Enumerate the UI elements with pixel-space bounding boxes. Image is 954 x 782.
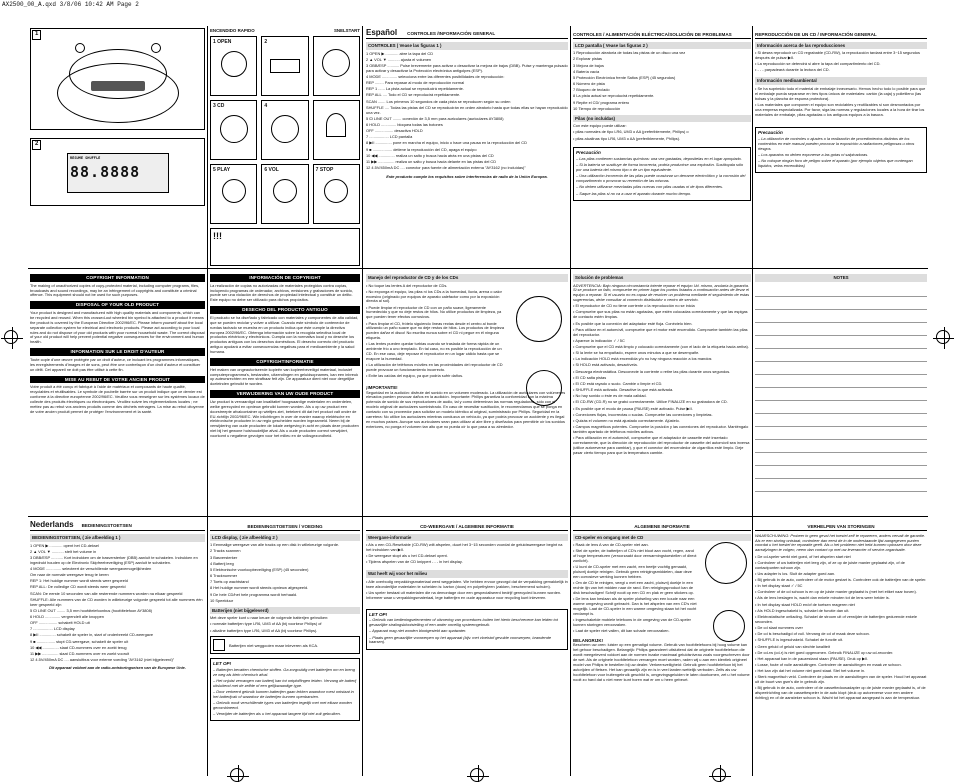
notes-line [755,323,927,336]
list-item: • Si desea reproducir un CD regrabable (CD-RW), la reproducción tardará entre 3~15 segundos después de pulsar ▶II. [755,51,927,61]
list-item: • Uw speler bestaat uit materialen die na demontage door een gespecialiseerd bedrijf gerecycled kunnen worden. Informeer waar u verpakkingsmateriaal, lege batterijen en oude apparatuur voor recycling kunt inleveren. [366,591,568,601]
nl-lcd-panel [210,520,360,778]
es-environment-title: Información medioambiental [755,77,927,85]
horizontal-fold [28,516,928,517]
list-item: – No coloque ningún foco de peligro sobre el aparato (por ejemplo objetos que contengan líquidos, velas encendidas) [758,158,913,169]
list-item: 12 4.5V/450mA DC .... aansluitbus voor externe voeding "AY3162 (niet bijgeleverd)" [30,657,175,663]
es-language-title: Español [366,28,398,37]
nl-important-title: BELANGRIJK! [573,637,604,643]
warning-step: !!! [210,228,360,266]
en-disposal-title: DISPOSAL OF YOUR OLD PRODUCT [30,301,205,309]
list-item: • Bij gebruik in de auto, controleer of de motor gestart is. Controleer ook de batterijen van de speler. [755,578,927,583]
es-troubleshooting-list [573,304,751,455]
list-item: – Una utilización incorrecta de las pilas puede ocasionar un derrame electrolítico y la corrosión del compartimento o provocar su reventón de las mismas. [576,173,746,184]
list-item: • Es posible que la conexión del adaptador esté floja. Conéctelo bien. [573,322,751,327]
step-5: 5 PLAY [210,164,257,224]
list-item: • Raak de lens A van de CD-speler niet aan. [573,543,697,548]
list-item: 4 Batterij leeg [210,560,234,566]
list-item: 5 Protección Electrónica frente Saltos (ESP) (45 segundos) [573,74,676,80]
notes-line [755,453,927,466]
fr-disposal-title: MISE AU REBUT DE VOTRE ANCIEN PRODUIT [30,376,205,384]
list-item: • La reproducción se detendrá si abre la tapa del compartimiento del CD. [755,62,927,67]
list-item: – Plaats geen gevaarlijke voorwerpen op het apparaat (bijv. met vloeistof gevulde voorwerpen, brandende kaarsen). [369,634,552,645]
es-caution2-list [758,137,924,169]
en-copyright-text: The making of unauthorized copies of copy-protected material, including computer programs, files, broadcasts and sound recordings, may be an infringement of copyrights and constitute a criminal offence. This equipment should not be used for such purposes. [30,282,200,298]
list-item: 6 HOLD .............. vergrendelt alle knoppen [30,613,104,619]
es-batteries-list [573,130,751,141]
list-item: 1 OPEN ▶ ............ abre la tapa del CD [366,50,433,56]
notes-line [755,336,927,349]
list-item: • Las lentes pueden quedar turbias cuando se traslada de forma rápida de un ambiente frío a uno templado. En tal caso, no es posible la reproducción de un CD. En ese caso, deje reposar el reproductor en un lugar cálido hasta que se evapore la humedad. [366,342,506,362]
list-item: 6 Número de pista [573,81,605,87]
list-item: • De weergave stopt als u het CD-deksel opent. [366,554,568,559]
list-item: 10 Speelduur [210,597,234,603]
notes-line [755,414,927,427]
nl-handling-title: CD-speler en omgang met de CD [573,534,751,542]
list-item: • Para limpiar el CD, frótelo siguiendo líneas rectas desde el centro al borde utilizando un paño suave que no deje restos de hilos. Los productos de limpieza pueden dañar el disco! No escriba nunca sobre el CD ni pegue en él ninguna etiqueta. [366,322,506,342]
notes-line [755,479,927,492]
es-important-title: ¡IMPORTANTE! [366,385,398,391]
es-controls-panel [366,28,568,266]
list-item: • Geen geluid of geluid van slechte kwaliteit [755,645,927,650]
es-batteries-text: Con este equipo puede utilizar: [573,123,627,129]
lens-diagram-icon [516,296,562,342]
notes-line [755,401,927,414]
list-item: 11 ▶▶ ............... realiza un salto y busca hacia delante en las pistas del CD [366,159,497,164]
list-item: • Sterk magnetisch veld. Controleer de plaats en de aansluitingen van de speler. Houd het apparaat uit de buurt van gsm's die in gebruik zijn. [755,675,927,685]
list-item: 5 ☊ LINE OUT ........ 3,5 mm hoofdtelefoonbus (hoofdtelefoon AY3808) [30,607,153,613]
list-item: 1 Eenmalige weergave van alle tracks op een disk in willekeurige volgorde. [210,542,340,548]
list-item: • SHUFFLE is ingeschakeld. Schakel de functie uit. [755,638,927,643]
step-2b [313,36,360,96]
en-copyright-title: COPYRIGHT INFORMATION [30,274,205,282]
figure-2-label: 2 [32,140,41,150]
quick-start-panel [210,28,360,266]
list-item: SCAN: De eerste 10 seconden van alle resterende nummers worden na elkaar gespeeld [30,590,183,596]
nl-caution2-title: LET OP! [369,611,388,617]
step-7: 7 STOP [313,164,360,224]
figure-1-label: 1 [32,30,41,40]
nl-lcd-title: LCD display, ( zie afbeelding 2 ) [210,534,360,542]
list-item: • normale batterijen type LR6, UM3 of AA (bij voorkeur Philips) of [210,622,360,627]
es-disposal-text: El producto se ha diseñado y fabricado con materiales y componentes de alta calidad, que se pueden reciclar y volver a utilizar. Cuando este símbolo de contenedor de ruedas tachado se muestra en un producto indica que éste cumple la directiva europea 2002/96/EC. Obtenga información sobre la recogida selectiva local de productos eléctricos y electrónicos. Cumpla con la normativa local y no deseche los productos antiguos con los desechos domésticos. El desecho correcto del producto antiguo ayudará a evitar consecuencias negativas para el medioambiente y la salud humana. [210,314,359,355]
nl-troubleshooting-header: VERHELPEN VAN STORINGEN [755,520,927,531]
list-item: • Para utilización en el automóvil, compruebe que el adaptador de cassette esté insertado correctamente, que la dirección de reproducción del reproductor de cassette del automóvil sea inversa (utilice autoreverse para cambiar), y que el conector del encendedor de cigarrillos esté limpio. Deje pasar cierto tiempo para que la temperatura cambie. [573,436,751,456]
list-item: – Gebruik van bedieningselementen of uitvoering van procedures buiten het hierin beschrevene kan leiden tot gevaarlijke stralingsblootstelling of een ander onveilig systeemgebruik. [369,617,558,628]
list-item: OFF ................. schakelt HOLD uit [30,620,90,626]
list-item: • Om de CD te reinigen, veegt u met een zacht, pluisvrij doekje in een rechte lijn van het midden naar de rand. Een reinigingsproduct kan de disk beschadigen! Schrijf nooit op een CD en plak er geen stickers op. [573,581,697,596]
list-item: 5 ☊ LINE OUT ........ conexión de 3,5 mm para auriculares (auriculares AY3808) [366,115,504,121]
list-item: • - - - parpadeará durante la lectura del CD. [755,68,927,73]
notes-line [755,375,927,388]
list-item: 2 Explorar pistas [573,56,602,62]
notes-line [755,440,927,453]
list-item: • Als de lens beslagen is, wacht dan enkele minuten tot de lens weer helder is. [755,596,927,601]
nl-controls-footer: Dit apparaat voldoet aan de radio-ontstoringseisen van de Europese Unie. [49,665,186,671]
list-item: • De cd-rw (cd-r) is niet goed opgenomen. Gebruik FINALIZE op uw cd-recorder. [755,651,927,656]
list-item: • Es posible que el modo de pausa (PAUSE) esté activado. Pulse ▶II. [573,407,751,412]
es-power-header: CONTROLES / ALIMENTACIÓN ELÉCTRICA/SOLUCIÓN DE PROBLEMAS [573,28,751,39]
list-item: 3 DBB/ESP ........... Kort indrukken om de basversterker (DBB) aan/uit te schakelen. Indrukken en ingedrukt houden op de Electronic Skipfreebeveiliging (ESP) aan/uit te schakelen. [30,554,198,565]
list-item: – La utilización de controles o ajustes o la realización de procedimientos distintos de los contenidos en este manual pueden provocar la exposición a radiaciones peligrosas u otros riesgos. [758,136,915,151]
list-item: • Als HOLD ingeschakeld is, schakel de functie dan uit. [755,609,927,614]
list-item: SHUFFLE .... Todas las pistas del CD se reproducirán en orden aleatorio hasta que todas ellas se hayan reproducido una vez. [366,104,568,115]
player-lid-icon [69,49,167,99]
nl-playback-panel [366,520,568,778]
nl-lcd-list [210,543,360,603]
list-item: • El CD-RW (CD-R) no se grabó correctamente. Utilice FINALIZE en su grabadora de CD. [573,400,751,405]
en-fr-copyright-panel [30,274,205,514]
disc-cleaning-icon [713,610,745,642]
list-item: 2 ▲ VOL ▼ ........... stelt het volume in [30,548,97,554]
list-item: 6 HOLD .............. bloquea todas las botones [366,121,443,127]
fold-line [570,26,571,776]
list-item: Om naar de normale weergave terug te keren [30,572,109,578]
player-display-icon [91,81,145,91]
fold-line [207,26,208,776]
es-controls-list [366,52,568,172]
lcd-display-illustration [67,153,169,193]
horizontal-fold [28,268,928,269]
disc-icon [322,49,350,77]
list-item: – Door verkeerd gebruik kunnen batterijen gaan lekken waardoor roest ontstaat in het batterijvak of waardoor de batterijen kunnen openbarsten. [213,689,354,700]
nl-controls-header: BEDIENINGSTOETSEN [81,523,132,528]
list-item: 6 Tracknummer [210,573,238,579]
step-1: 1 OPEN [210,36,257,96]
list-item: • Aparece la indicación ✓ / 5C [573,339,751,344]
list-item: 7 Bloqueo de teclado [573,87,610,93]
list-item: – Saque las pilas si no va a usar el aparato durante mucho tiempo. [576,190,692,196]
nl-caution-list [213,668,357,717]
list-item: • Laat de speler niet vallen, dit kan schade veroorzaken. [573,629,697,634]
list-item: 7 .................. LCD pantalla [366,134,413,140]
list-item: 10 ◀◀ ............... realiza un salto y busca hacia atrás en una pistas del CD [366,152,494,158]
list-item: 7 Toets op wachtstand [210,579,249,585]
nl-important-text: Bescherm uw oren: luister op een gematigd volume. Gebruik van hoofdtelefoons bij hoog volume kan het gehoor beschadigen. Belangrijk: Philips garandeert uitsluitend dat de originele hoofdtelefoon die wordt meegeleverd voldoet aan de normen inzake maximaal geluidsniveau zoals voorgeschreven door de wet. Als de originele hoofdtelefoon vervangen moet worden, raden wij u aan een identiek origineel model van Philips te bestellen bij uw dealer. Verkeersveiligheid: Gebruik geen hoofdtelefoon bij het autorijden of fietsen. Het kan gevaarlijk zijn en is in veel landen wettelijk verboden. Zelfs als uw hoofdtelefoon voor buitengebruik geschikt is, omgevingsgeluiden te laten doorkomen, zet u het volume nooit zo hard dat u niet meer kunt horen wat er om u heen gebeurt. [573,642,750,682]
list-item: – No deben utilizarse mezcladas pilas nuevas con pilas usadas ni de tipos diferentes. [576,184,724,190]
fr-copyright-text: Toute copie d'une œuvre protégée par un droit d'auteur, ce incluant les programmes informatiques, les enregistrements d'images et de sons, peut être une contrefaçon d'un droit d'auteur et constituer un délit. Cet appareil ne doit pas être utilisé à cette fin. [30,356,201,372]
list-item: 8 ▶II ............... schakelt de speler in, start of onderbreekt CD-weergave [30,632,154,638]
fr-copyright-title: INFORMATION SUR LE DROIT D'AUTEUR [30,348,205,356]
es-caution2-title: Precaución [758,130,783,136]
es-controls-header: CONTROLES /INFORMACIÓN GENERAL [407,31,496,36]
list-item: 1 Reproducción aleatoria de todas las pistas de un disco una vez [573,50,686,56]
nl-caution2-box [366,609,568,650]
nl-playback-list [366,543,568,565]
fold-line [752,26,753,776]
list-item: REP ALL .... Todo el CD se reproducirá repetidamente. [366,92,461,98]
list-item: 3 Mejora de bajos [573,62,604,68]
es-playback-header: REPRODUCCIÓN DE UN CD / INFORMACIÓN GENERAL [755,28,927,39]
es-handling-list [366,284,506,380]
step-3: 3 CD [210,100,257,160]
list-item: 2 Tracks scannen [210,548,241,554]
list-item: OFF ................. desactiva HOLD [366,128,423,134]
list-item: • Elektrostatische ontlading. Schakel de stroom uit of verwijder de batterijen gedurende enkele seconden. [755,615,927,625]
list-item: • Als u een CD-Rewritable (CD-RW) wilt afspelen, duurt het 3~15 seconden voordat de geluidsweergave begint na het indrukken van ▶II. [366,543,568,553]
es-controls-footer: Este producto cumple los requisitos sobre interferencias de radio de la Unión Europea. [386,174,548,180]
nl-caution-box [210,658,360,721]
list-item: • De cd slaat nummers over [755,626,927,631]
list-item: • In het display staat ✓ / 5C [755,584,927,589]
fr-disposal-text: Votre produit a été conçu et fabriqué à l'aide de matériaux et composants de haute qualité, recyclables et réutilisables. Le symbole de poubelle barrée sur un produit indique que ce dernier est conforme à la directive européenne 2002/96/EC. Veuillez vous renseigner sur les systèmes locaux de collecte des produits électriques ou électroniques. Veuillez suivre les réglementations locales ; ne mettez pas au rebut vos anciens produits comme des déchets ménagers. La mise au rebut citoyenne de votre ancien produit permet de protéger l'environnement et la santé. [30,384,205,414]
notes-line [755,388,927,401]
list-item: 7 .................. LCD display [30,626,75,632]
nl-playback-header: CD-WEERGAVE / ALGEMENE INFORMATIE [366,520,568,531]
list-item: • Campos magnéticos potentes. Compruebe la posición y las conexiones del reproductor. Manténgalo también apartado de teléfonos móviles activos. [573,425,751,435]
list-item: • pilas normales de tipo LR6, UM3 o AA (preferiblemente, Philips) o [573,130,751,135]
list-item: – Het onjuist vervangen van batterij kan tot ontploffingen leiden. Vervang de batterij uitsluitend met de zelfde of een gelijkwaardige type. [213,678,357,689]
nl-disposal-title: VERWIJDERING VAN UW OUDE PRODUCT [210,390,360,398]
list-item: • Losse, foute of vuile aansluitingen. Controleer de aansluitingen en maak ze schoon. [755,663,927,668]
list-item: • Para utilizar en el automóvil, compruebe que el motor esté encendido. Compruebe también las pilas del reproductor. [573,328,751,338]
list-item: • Evite las caídas del equipo, ya que podría sufrir daños. [366,374,506,379]
nl-copyright-title: COPYRIGHTINFORMATIE [210,358,360,366]
list-item: 9 ■ ................. stopt CD-weergave, schakelt de speler uit [30,638,129,644]
list-item: • Los materiales que componen el equipo son reciclables y reutilizables si son desmontados por una empresa especializada. Por favor, siga las normas y regulaciones locales a la hora de tirar los materiales de embalaje, pilas agotadas o los antiguos equipos a la basura. [755,103,927,118]
nl-handling-panel [573,520,751,778]
es-caution-list [576,157,748,196]
list-item: REP ........ Para repasar al modo de reproducción normal [366,80,465,86]
nl-controls-list [30,544,205,664]
list-item: 9 Repite el CD/ programa entero [573,99,630,105]
nl-copyright-text: Het maken van ongeautoriseerde kopieën van kopieerbeveiligd materiaal, inclusief computerprogramma's, bestanden, uitzendingen en geluidsopnames, kan een inbreuk op auteursrechten en een strafbaar feit zijn. De apparatuur dient niet voor dergelijke doeleinden gebruikt te worden. [210,366,359,387]
list-item: SCAN ....... Los primeros 10 segundos de cada pista se reproducen según su orden [366,98,511,104]
lcd-mode-text: RESUME SHUFFLE [70,156,101,160]
list-item: – Si la batería se sustituye de forma incorrecta, podría producirse una explosión. Sustituyala sólo por una batería del mismo tipo o de un tipo equivalente. [576,162,744,173]
list-item: • Alle overbodig verpakkingsmateriaal werd weggelaten. We hebben ervoor gezorgd dat de verpakking gemakkelijk in twee afzonderlijke materialen te scheiden is: karton (doos) en polyethyleen (zakken, beschermend schuim). [366,580,568,590]
step-6: 6 VOL [261,164,308,224]
kca-icon [213,639,225,651]
list-item: 5 Elektronische voorloopbeveiliging (ESP) (45 seconden) [210,566,309,572]
kca-box [210,636,360,654]
button-icon [75,43,85,53]
notes-title: NOTES [755,274,927,282]
es-important-text: Seguridad en la audición: disfrute del sonido en un volumen moderado. La utilización de auriculares con volúmenes elevados pueden provocar daños en la audición. Importante: Philips garantiza la conformidad con la máxima potencia de sonido de sus reproductores de audio, tal y como determinan las normas reguladoras, sólo con el modelo original de auriculares suministrado. En caso de necesitar sustitución, le recomendamos que se ponga en contacto con su proveedor para solicitar un modelo idéntico al original, suministrado por Philips. Seguridad en la carretera: No utilice los auriculares mientras conduzca un vehículo, ya que podría provocar un accidente y es ilegal en muchos países. Aunque sus auriculares sean para utilizar al aire libre y diseñados para permitirle oír los sonidos exteriores, no ponga el volumen tan alto que no pueda oír lo que pasa a su alrededor. [366,389,566,429]
list-item: • De cd is beschadigd of vuil. Vervang de cd of maak deze schoon. [755,632,927,637]
es-caution-title: Precaución [576,150,601,156]
es-lcd-panel [573,28,751,266]
registration-mark-right [936,330,950,344]
list-item: – Gebruik nooit verschillende types van batterijen tegelijk met met elkaar worden gecombineerd. [213,700,352,711]
disc-cleaning-icon [526,370,562,406]
list-item: SHUFFLE: Alle nummers van de CD worden in willekeurige volgorde gespeeld tot alle nummers één keer gespeeld zijn [30,596,203,607]
list-item: 8 La pista actual se reproducirá repetidamente. [573,93,655,99]
figure-2-lcd [30,138,205,206]
nl-handling-list [573,543,697,634]
list-item: 8 Het huidige nummer wordt steeds opnieuw afgespeeld. [210,585,309,591]
list-item: • pilas alcalinas tipo LR6, UM3 o AA (preferiblemente, Philips). [573,137,751,142]
notes-line [755,349,927,362]
button-icon [151,43,161,53]
player-open-icon [221,51,247,77]
list-item: • Descarga electrostática. Desconecte la corriente o retire las pilas durante unos segundos. [573,370,751,375]
es-lcd-list [573,51,751,111]
list-item: 9 ■ .................. detiene la reproducción del CD, apaga el equipo [366,146,477,152]
nl-environment-title: Wat heeft wij voor het milieu [366,570,568,578]
stop-button-icon [324,179,348,203]
list-item: – Los aparatos no deben exponerse a las gotas ni salpicaduras. [758,152,869,158]
nl-controls-title: BEDIENINGSTOETSEN, ( zie afbeelding 1 ) [30,534,205,542]
list-item: • Conexiones flojas, incorrectas o sucias. Compruebe las conexiones y límpielas. [573,413,751,418]
es-caution-box [573,147,751,200]
figure-1-player [30,28,205,130]
notes-line [755,297,927,310]
es-disposal-title: DESECHO DEL PRODUCTO ANTIGUO [210,306,360,314]
fold-line [362,26,363,776]
list-item: • El CD salta pistas [573,376,751,381]
es-handling-panel [366,274,568,514]
en-disposal-text: Your product is designed and manufactured with high quality materials and components, which can be recycled and reused. When this crossed-out wheeled bin symbol is attached to a product it means the product is covered by the European Directive 2002/96/EC. Please inform yourself about the local separate collection system for electrical and electronic products. Please act according to your local rules and do not dispose of your old products with your normal household waste. The correct disposal of your old product will help prevent potential negative consequences for the environment and human health. [30,310,205,345]
list-item: • Si HOLD está activado, desactívela. [573,363,751,368]
step-4b [313,100,360,160]
es-batteries-title: Pilas (no incluídas) [573,115,751,123]
list-item: • Puede limpiar el reproductor de CD con un paño suave, ligeramente humedecido y que no deje restos de hilos. No utilice productos de limpieza, ya que pueden tener efectos corrosivos. [366,306,506,321]
list-item: 3 OBB/ESP ........... Pulse brevemente para activar o desactivar la mejora de bajos (DBB). Pulse y mantenga pulsado para activar y desactivar la Protección electrónica antigolpes (ESP). [366,62,568,73]
step-4: 4 [261,100,308,160]
es-nl-copyright-panel [210,274,360,514]
notes-panel [755,274,927,514]
nl-batteries-text: Met deze speler kunt u naar keuze de volgende batterijen gebruiken: [210,615,329,621]
print-header: AX2500_00_A.qxd 3/8/06 10:42 AM Page 2 [2,1,139,8]
registration-mark-left [4,330,18,344]
es-environment-list [755,87,927,118]
list-item: • U kunt de CD-speler met een zacht, een beetje vochtig gemaakt, pluisvrij doekje reinigen. Gebruik geen reinigingsmiddelen, daar deze een corrosieve werking kunnen hebben. [573,565,697,580]
notes-line [755,466,927,479]
list-item: 8 ▶II ............... pone en marcha el equipo, inicio o hace una pausa en la reproducción del CD [366,140,527,146]
close-lid-icon [271,115,299,143]
list-item: • Ingeschakelde mobiele telefoons in de omgeving van de CD-speler kunnen storingen veroorzaken. [573,618,697,628]
list-item: – Apparaat mag niet worden blootgesteld aan spatwater. [369,628,467,634]
nl-general-header: ALGEMENE INFORMATIE [573,520,751,531]
list-item: • Het apparaat kan in de pauzestand staan (PAUSE). Druk op ▶II. [755,657,927,662]
nl-language-title: Nederlands [30,520,74,529]
list-item: 4 Batería vacía [573,68,600,74]
nl-troubleshooting-panel [755,520,927,778]
list-item: • El reproductor de CD no tiene corriente o la reproducción no se inicia [573,304,751,309]
list-item: • Se ha suprimido todo el material de embalaje innecesario. Hemos hecho todo lo posible para que el embalaje pueda separarse en tres tipos únicos de materiales: cartón (la caja) y polietileno (las bolsas y la plancha de espuma protectora). [755,87,927,102]
list-item: • Controleer of de cd schoon is en op de juiste manier geplaatst is (met het etiket naar boven). [755,590,927,595]
nl-batteries-title: Batterijen (niet bijgeleverd) [210,607,360,615]
list-item: • In het display staat HOLD en/of de toetsen reageren niet [755,603,927,608]
list-item: • El CD está rayado o sucio. Cambie o limpie el CD. [573,382,751,387]
es-copyright-text: La realización de copias no autorizadas de materiales protegidos contra copias, incluyendo programas de ordenador, archivos, emisiones y grabaciones de sonido, puede ser una violación de derechos de propiedad intelectual y constituir un delito. Este equipo no debe ser utilizado para dichos propósitos. [210,282,353,303]
notes-lines [755,284,927,492]
quick-start-title-nl: SNELSTART [333,28,360,33]
nl-caution2-list [369,618,565,645]
notes-line [755,362,927,375]
notes-line [755,310,927,323]
quick-start-title-es: ENCENDIDO RAPIDO [210,28,255,33]
nl-playback-title: Weergave-informatie [366,534,568,542]
list-item: • La indicación HOLD está encendida y/o no hay ninguna reacción a los mandos [573,357,751,362]
nl-troubleshooting-list [755,555,927,702]
list-item: • Het kan zijn dat het volume niet goed staat. Stel het volume in. [755,669,927,674]
list-item: • No hay sonido o éste es de mala calidad. [573,394,751,399]
es-playback-title: Información acerca de las reproducciones [755,42,927,50]
list-item: 4 MODE .............. selecciona entre las diferentes posibilidades de reproducción: [366,73,505,79]
es-handling-title: Manejo del reproductor de CD y de los CDs [366,274,568,282]
es-playback-list [755,51,927,73]
nl-troubleshooting-warning: WAARSCHUWING: Probeer in geen geval het toestel zelf te repareren, anders vervalt de garantie. Als er een storing ontstaat, controleer dan eerst de in de onderstaande lijst aangegeven punten voordat u het toestel ter reparatie geeft. Als u het probleem niet hebt kunnen oplossen door deze aanwijzingen te volgen, neem dan contact op met uw leverancier of service-organisatie. [755,532,926,553]
list-item: 11 ▶▶ ............... slaat CD-nummers over en zoekt vooruit [30,651,130,656]
list-item: REP 1 ...... La pista actual se reproducirá repetidamente. [366,86,464,92]
list-item: – Las pilas contienen sustancias químicas: una vez gastadas, depositelas en el lugar apropiado. [576,156,742,162]
kca-text: Batterijen niet weggooien maar inleveren als KCA. [229,642,319,648]
nl-environment-list [366,580,568,601]
list-item: • De cd-speler werkt niet goed, of het afspelen start niet [755,555,927,560]
list-item: 10 Tiempo de reproducción [573,105,621,111]
list-item: • Compruebe que el CD está limpio y colocado correctamente (con el lado de la etiqueta hacia arriba). [573,345,751,350]
list-item: 9 De hele CD/het hele programma wordt herhaald. [210,591,298,597]
play-button-icon [222,179,246,203]
list-item: • Si la lente se ha empañado, espere unos minutos a que se desempañe. [573,351,751,356]
list-item: • alkaline batterijen type LR6, UM3 of AA (bij voorkeur Philips). [210,629,360,634]
es-playback-panel [755,28,927,266]
list-item: REP 1: Het huidige nummer wordt steeds weer gespeeld [30,578,128,584]
nl-caution-title: LET OP! [213,661,232,667]
list-item: 4 MODE .............. selecteert de verschillende weergavemogelijkheden [30,565,152,571]
battery-icon [270,59,300,73]
list-item: – Verwijder de batterijen als u het apparaat langere tijd niet zult gebruiken. [213,711,341,717]
list-item: 2 ▲ VOL ▼ ........... ajusta el volumen [366,56,432,62]
volume-icon [273,179,297,203]
cd-insert-icon [220,115,248,143]
lens-diagram-icon [705,542,747,584]
list-item: • Tijdens afspelen van de CD knippert - - - in het display. [366,560,568,565]
figures-panel [30,28,205,266]
list-item: 12 4.5V/450mA DC .... conector para fuente de alimentación externa "AY3162 (no incluídas)" [366,165,526,171]
headphones-icon [326,113,346,137]
list-item: REP ALL: De volledige CD wordt steeds weer gespeeld [30,584,126,590]
es-controls-title: CONTROLES ( Vease las figuras 1 ) [366,42,568,50]
es-caution2-box [755,127,927,173]
list-item: • No exponga el equipo, las pilas ni los CDs a la humedad, lluvia, arena o calor excesivo (originado por equipos de aparato calefactor como por la exposición directa al sol). [366,290,506,305]
list-item: • De lens kan beslaan als de speler plotseling van een koude naar een warme omgeving wordt gebracht. Dan is het afspelen van een CD's niet mogelijk. Laat de CD-speler in een warme omgeving staan tot het vocht verdampt is. [573,597,697,617]
es-lcd-title: LCD pantalla ( Vease las figuras 2 ) [573,42,751,50]
list-item: • SHUFFLE está activado. Desactive la que está activada. [573,388,751,393]
list-item: 1 OPEN ▶ ............ opent het CD-deksel [30,542,99,548]
nl-disposal-text: Uw product is vervaardigd van kwalitatief hoogwaardige materialen en onderdelen, welke gerecycled en opnieuw gebruikt kunnen worden. Als u op uw product een doorstreepte afvalcontainer op wieltjes ziet, betekent dit dat het product valt onder de EU-richtlijn 2002/96/EC. Win inlichtingen in over de manier waarop elektrische en elektronische producten in uw regio gescheiden worden ingezameld. Neem bij de verwijdering van oude producten de lokale wetgeving in acht en plaats deze producten niet bij het gewone huishoudelijke afval. Als u oude producten correct verwijdert, voorkomt u negatieve gevolgen voor het milieu en de volksgezondheid. [210,398,359,439]
list-item: • No toque las lentes A del reproductor de CDs. [366,284,506,289]
notes-line [755,427,927,440]
nl-controls-panel [30,520,205,778]
lcd-digits: 88.8888 [70,163,141,182]
list-item: • Bij gebruik in de auto, controleer of de cassettedoosadapter op de juiste manier geplaatst is, of de afspeelrichting van de cassettespeler in de auto klopt (druk op autoreverse voor een andere richting) en of de aansteker schoon is. Wacht tot het apparaat aangepast is aan de temperatuur. [755,686,927,701]
list-item: 3 Basversterker [210,554,238,560]
nl-batteries-list [210,622,360,633]
list-item: – Batterijen bevatten chemische stoffen. Ga zorgvuldig met batterijen om en breng ze weg als klein chemisch afval. [213,667,355,677]
list-item: • Controleer of uw batterijen niet leeg zijn, of ze op de juiste manier geplaatst zijn, of de contactpunten schoon zijn. [755,561,927,571]
nl-power-header: BEDIENINGSTOETSEN / VOEDING [210,520,360,531]
list-item: • Stel de speler, de batterijen of CD's niet bloot aan vocht, regen, zand of hoge temperaturen (veroorzaakt door verwarmingstoestellen of direct zonlicht). [573,549,697,564]
notes-line [755,284,927,297]
step-2: 2 [261,36,308,96]
es-troubleshooting-warning: ADVERTENCIA: Bajo ninguna circunstancia intente reparar el equipo Ud. mismo, anularía la garantía. Si se produce un fallo, compruebe en primer lugar los puntos listados a continuación antes de llevar el equipo a reparar. Si el usuario no es capaz de resolver un problema mediante el seguimiento de estas sugerencias, debe consultar al comercio distribuidor o centro de servicio. [573,282,750,303]
es-copyright-title: INFORMACIÓN DE COPYRIGHT [210,274,360,282]
list-item: • Uw adapter is los. Sluit de adapter goed aan. [755,572,927,577]
list-item: • La utilización de teléfonos móviles en las proximidades del reproductor de CD puede provocar un funcionamiento incorrecto. [366,363,506,373]
list-item: • Quizás el volumen no está ajustado correctamente. Ajústelo. [573,419,751,424]
list-item: 10 ◀◀ ............... slaat CD-nummers over en zoekt terug [30,644,127,650]
es-troubleshooting-panel [573,274,751,514]
es-troubleshooting-title: Solución de problemas [573,274,751,282]
list-item: • Compruebe que sus pilas no están agotadas, que estén colocadas correctamente y que las espigas de contacto estén limpias. [573,310,751,320]
